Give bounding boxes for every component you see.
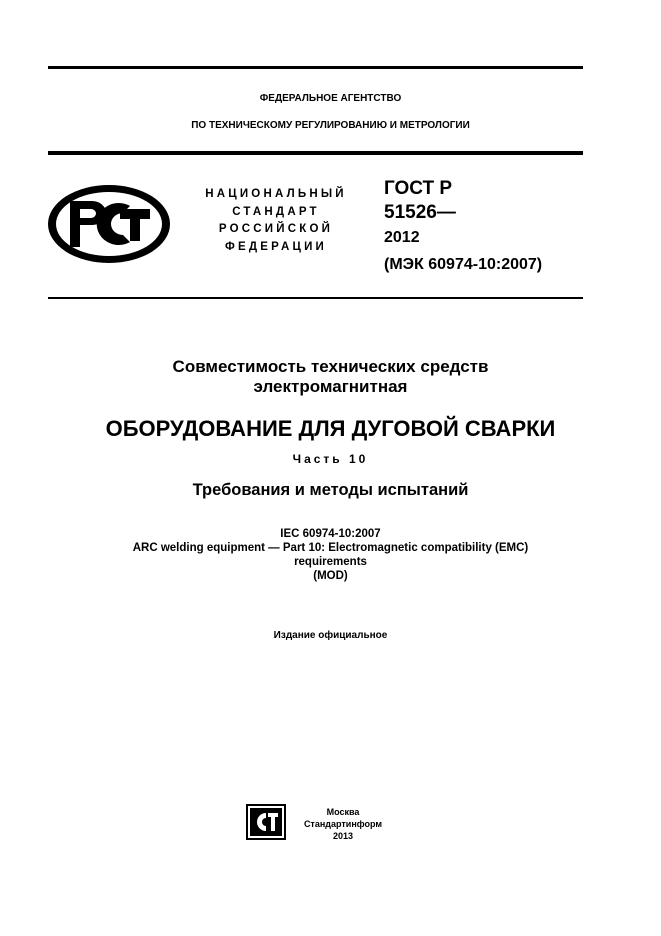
iec-title-line-2: requirements — [294, 556, 367, 568]
standard-type-line-4: ФЕДЕРАЦИИ — [224, 241, 328, 253]
designation-iec-ref: (МЭК 60974-10:2007) — [384, 256, 543, 273]
header-rule — [48, 151, 583, 155]
title-main: ОБОРУДОВАНИЕ ДЛЯ ДУГОВОЙ СВАРКИ — [105, 416, 556, 441]
title-line-2: электромагнитная — [253, 377, 408, 396]
designation-line-1: ГОСТ Р — [384, 178, 453, 199]
agency-line-1: ФЕДЕРАЛЬНОЕ АГЕНТСТВО — [259, 93, 402, 104]
publisher-year: 2013 — [332, 831, 354, 841]
standard-type-line-2: СТАНДАРТ — [232, 206, 320, 218]
standard-type-line-1: НАЦИОНАЛЬНЫЙ — [205, 188, 347, 200]
iec-mod: (MOD) — [313, 570, 348, 582]
designation-line-2: 51526— — [384, 202, 456, 223]
title-subtitle: Требования и методы испытаний — [192, 481, 469, 499]
top-rule — [48, 66, 583, 69]
iec-code: IEC 60974-10:2007 — [280, 528, 381, 540]
designation-year: 2012 — [384, 229, 420, 246]
rst-logo — [46, 183, 172, 265]
publisher-city: Москва — [326, 807, 360, 817]
iec-title-line-1: ARC welding equipment — Part 10: Electromagnetic compatibility (EMC) — [132, 542, 529, 554]
publisher-logo — [246, 804, 286, 840]
edition-label: Издание официальное — [273, 630, 388, 641]
rst-certification-logo-icon — [46, 183, 172, 265]
designation-rule — [48, 297, 583, 299]
title-part: Часть 10 — [292, 452, 369, 466]
title-line-1: Совместимость технических средств — [172, 357, 489, 376]
publisher-name: Стандартинформ — [303, 819, 383, 829]
agency-line-2: ПО ТЕХНИЧЕСКОМУ РЕГУЛИРОВАНИЮ И МЕТРОЛОГИИ — [191, 120, 470, 131]
standartinform-logo-icon — [246, 804, 286, 840]
standard-type-line-3: РОССИЙСКОЙ — [218, 223, 334, 235]
